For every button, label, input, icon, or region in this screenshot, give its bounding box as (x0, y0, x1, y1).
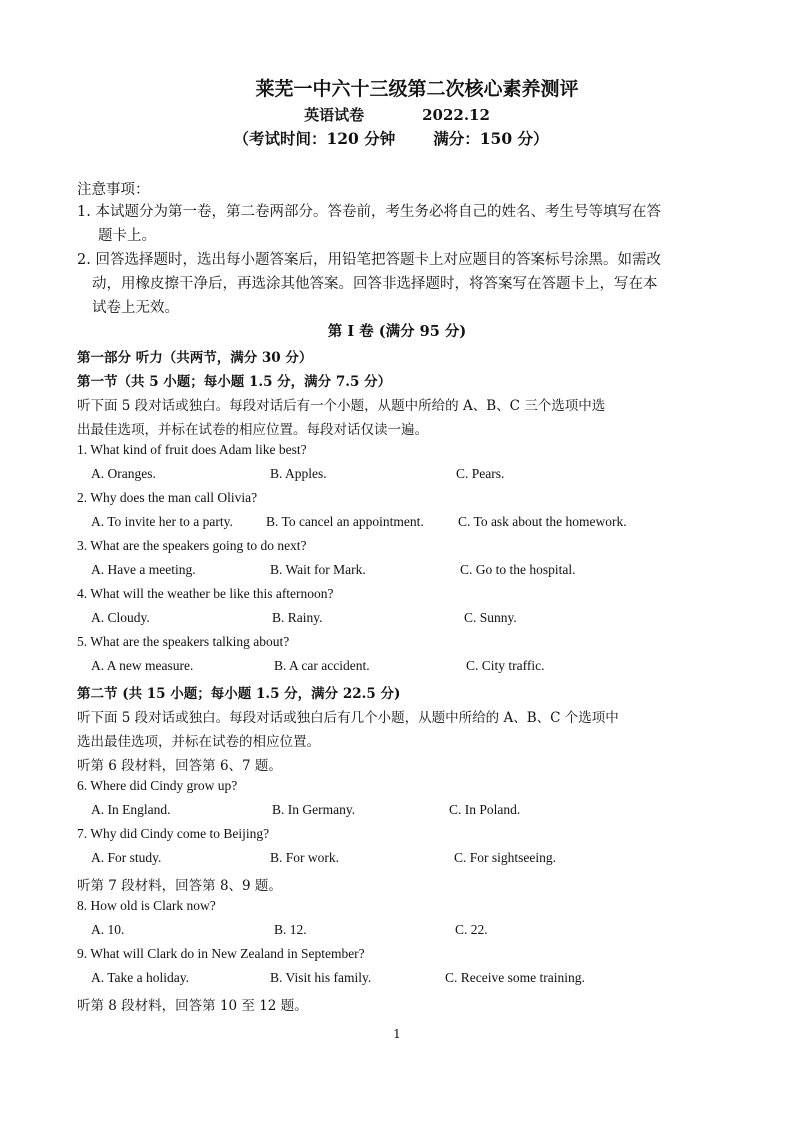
notice-item-2-line-2: 动，用橡皮擦干净后，再选涂其他答案。回答非选择题时，将答案写在答题卡上，写在本 (92, 276, 658, 292)
exam-subject-line (0, 104, 794, 125)
notice-heading: 注意事项： (77, 182, 150, 198)
question-2-option-a: A. To invite her to a party. (91, 514, 233, 529)
material-7-instruction: 听第 7 段材料，回答第 8、9 题。 (77, 878, 282, 894)
question-5-option-b: B. A car accident. (274, 658, 370, 673)
exam-subject: 英语试卷 (304, 106, 365, 124)
material-8-instruction: 听第 8 段材料，回答第 10 至 12 题。 (77, 998, 308, 1014)
exam-title: 莱芜一中六十三级第二次核心素养测评 (255, 78, 579, 100)
question-4-option-c: C. Sunny. (464, 610, 517, 625)
question-8-option-b: B. 12. (274, 922, 307, 937)
question-7-option-a: A. For study. (91, 850, 162, 865)
exam-date: 2022.12 (422, 106, 490, 124)
question-8: 8. How old is Clark now? (77, 898, 216, 913)
question-7: 7. Why did Cindy come to Beijing? (77, 826, 270, 841)
question-9-option-a: A. Take a holiday. (91, 970, 190, 985)
question-2: 2. Why does the man call Olivia? (77, 490, 258, 505)
question-3-option-b: B. Wait for Mark. (270, 562, 366, 577)
question-8-option-a: A. 10. (91, 922, 125, 937)
section-1-instruction-1: 听下面 5 段对话或独白。每段对话后有一个小题，从题中所给的 A、B、C 三个选项中选 (77, 398, 606, 414)
section-1-heading: 第一节（共 5 小题；每小题 1.5 分，满分 7.5 分） (77, 374, 392, 390)
question-4: 4. What will the weather be like this afternoon? (77, 586, 334, 601)
volume-1-heading: 第 I 卷 (满分 95 分) (327, 323, 467, 340)
notice-item-1-line-2: 题卡上。 (98, 228, 156, 244)
question-1: 1. What kind of fruit does Adam like best? (77, 442, 307, 457)
material-6-instruction: 听第 6 段材料，回答第 6、7 题。 (77, 758, 282, 774)
section-2-instruction-2: 选出最佳选项，并标在试卷的相应位置。 (77, 734, 320, 750)
question-3-option-c: C. Go to the hospital. (460, 562, 576, 577)
section-2-heading: 第二节 (共 15 小题；每小题 1.5 分，满分 22.5 分) (77, 686, 401, 702)
notice-item-2-line-1: 2. 回答选择题时，选出每小题答案后，用铅笔把答题卡上对应题目的答案标号涂黑。如需改 (77, 252, 661, 268)
part-1-heading: 第一部分 听力（共两节，满分 30 分） (77, 350, 313, 366)
question-4-option-b: B. Rainy. (272, 610, 323, 625)
question-9-option-c: C. Receive some training. (445, 970, 585, 985)
question-8-option-c: C. 22. (455, 922, 488, 937)
question-1-option-a: A. Oranges. (91, 466, 156, 481)
page-number: 1 (393, 1027, 401, 1041)
question-7-option-c: C. For sightseeing. (454, 850, 557, 865)
section-2-instruction-1: 听下面 5 段对话或独白。每段对话或独白后有几个小题，从题中所给的 A、B、C 个选项中 (77, 710, 619, 726)
question-5: 5. What are the speakers talking about? (77, 634, 290, 649)
question-6: 6. Where did Cindy grow up? (77, 778, 238, 793)
section-1-instruction-2: 出最佳选项，并标在试卷的相应位置。每段对话仅读一遍。 (77, 422, 428, 438)
question-3: 3. What are the speakers going to do next? (77, 538, 307, 553)
question-9-option-b: B. Visit his family. (270, 970, 372, 985)
question-2-option-c: C. To ask about the homework. (458, 514, 627, 529)
notice-item-1-line-1: 1. 本试题分为第一卷，第二卷两部分。答卷前，考生务必将自己的姓名、考生号等填写在答 (77, 204, 661, 220)
question-9: 9. What will Clark do in New Zealand in September? (77, 946, 365, 961)
question-1-option-c: C. Pears. (456, 466, 505, 481)
question-4-option-a: A. Cloudy. (91, 610, 150, 625)
question-6-option-a: A. In England. (91, 802, 171, 817)
exam-score: 满分：150 分） (433, 129, 549, 148)
notice-item-2-line-3: 试卷上无效。 (92, 300, 179, 316)
question-3-option-a: A. Have a meeting. (91, 562, 196, 577)
exam-time: （考试时间：120 分钟 (233, 129, 396, 148)
exam-time-score (0, 127, 788, 149)
question-6-option-b: B. In Germany. (272, 802, 356, 817)
question-5-option-c: C. City traffic. (466, 658, 545, 673)
question-2-option-b: B. To cancel an appointment. (266, 514, 424, 529)
question-1-option-b: B. Apples. (270, 466, 327, 481)
question-6-option-c: C. In Poland. (449, 802, 521, 817)
question-5-option-a: A. A new measure. (91, 658, 194, 673)
question-7-option-b: B. For work. (270, 850, 340, 865)
